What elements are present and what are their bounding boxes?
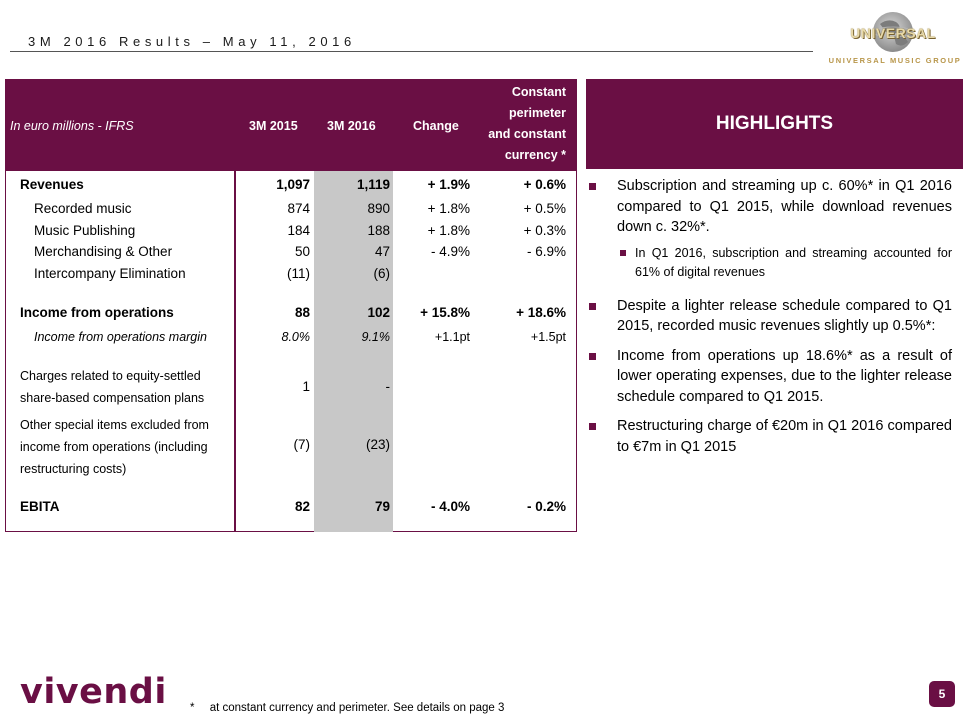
value-3m-2015: 82	[294, 499, 310, 514]
row-label: EBITA	[20, 499, 60, 514]
footnote	[190, 702, 504, 714]
square-bullet-icon	[589, 303, 596, 310]
value-change: + 1.9%	[427, 177, 470, 192]
page-number-badge: 5	[929, 681, 955, 707]
highlight-item	[586, 346, 952, 408]
highlight-sub-text: In Q1 2016, subscription and streaming accounted for 61% of digital revenues	[635, 245, 952, 279]
header-units-label: In euro millions - IFRS	[10, 119, 134, 133]
highlight-item	[586, 296, 952, 337]
vivendi-logo: vivendi	[20, 672, 167, 712]
value-3m-2016: (23)	[365, 437, 390, 452]
value-change: + 15.8%	[420, 305, 470, 320]
row-label-line: restructuring costs)	[20, 462, 127, 476]
row-label-line: Charges related to equity-settled	[20, 369, 201, 383]
row-label: Income from operations margin	[34, 330, 207, 344]
value-constant-change: - 6.9%	[526, 244, 566, 259]
square-bullet-icon	[589, 183, 596, 190]
highlights-list	[586, 176, 952, 466]
header-constant-currency	[488, 82, 566, 166]
footnote-text: at constant currency and perimeter. See details on page 3	[209, 702, 505, 714]
value-change: + 1.8%	[427, 201, 470, 216]
value-3m-2016: -	[385, 379, 390, 394]
row-label-line: share-based compensation plans	[20, 391, 205, 405]
value-constant-change: + 0.3%	[523, 223, 566, 238]
value-3m-2016: 188	[367, 223, 390, 238]
value-3m-2016: 9.1%	[361, 330, 390, 344]
value-constant-change: + 0.6%	[523, 177, 566, 192]
header-line: Constant	[511, 85, 566, 99]
header-3m-2015: 3M 2015	[249, 119, 298, 133]
row-label-line: Other special items excluded from	[20, 418, 209, 432]
value-3m-2015: (11)	[286, 266, 310, 281]
highlights-title: HIGHLIGHTS	[586, 79, 963, 169]
value-3m-2015: 874	[287, 201, 310, 216]
row-label: Revenues	[20, 177, 84, 192]
row-label-line: income from operations (including	[20, 440, 208, 454]
value-constant-change: +1.5pt	[530, 330, 566, 344]
header-3m-2016: 3M 2016	[327, 119, 376, 133]
value-change: + 1.8%	[427, 223, 470, 238]
square-bullet-icon	[589, 423, 596, 430]
value-constant-change: + 18.6%	[516, 305, 566, 320]
highlight-item	[586, 416, 952, 457]
value-3m-2016: 79	[374, 499, 390, 514]
highlight-text: Restructuring charge of €20m in Q1 2016 compared to €7m in Q1 2015	[617, 418, 952, 455]
value-constant-change: + 0.5%	[523, 201, 566, 216]
header-line: perimeter	[509, 106, 566, 120]
universal-music-group-logo	[822, 10, 962, 68]
value-3m-2016: 102	[367, 305, 390, 320]
value-3m-2016: 890	[367, 201, 390, 216]
square-bullet-icon	[589, 353, 596, 360]
header-line: and constant	[488, 127, 566, 141]
row-label: Income from operations	[20, 305, 174, 320]
value-change: - 4.9%	[430, 244, 470, 259]
header-change: Change	[413, 119, 459, 133]
row-label: Intercompany Elimination	[34, 266, 186, 281]
value-3m-2016: 47	[374, 244, 390, 259]
value-3m-2015: 50	[294, 244, 310, 259]
highlight-sub-item	[586, 244, 952, 283]
value-3m-2015: (7)	[293, 437, 310, 452]
value-3m-2015: 8.0%	[281, 330, 310, 344]
row-label	[20, 414, 209, 480]
footnote-marker: *	[190, 702, 195, 714]
square-bullet-icon	[620, 250, 626, 256]
row-label	[20, 365, 204, 409]
value-change: - 4.0%	[430, 499, 470, 514]
page-header-title: 3M 2016 Results – May 11, 2016	[28, 34, 356, 49]
header-line: currency *	[504, 148, 566, 162]
value-3m-2016: (6)	[373, 266, 390, 281]
value-3m-2015: 1	[302, 379, 310, 394]
value-3m-2015: 88	[294, 305, 310, 320]
value-3m-2015: 1,097	[276, 177, 310, 192]
logo-wordmark: UNIVERSAL	[850, 25, 936, 41]
value-change: +1.1pt	[434, 330, 470, 344]
highlight-text: Subscription and streaming up c. 60%* in Q1 2016 compared to Q1 2015, while download revenues down c. 32%*.	[617, 178, 952, 235]
row-label: Recorded music	[34, 201, 132, 216]
label-column-divider	[234, 171, 236, 532]
value-constant-change: - 0.2%	[526, 499, 566, 514]
highlight-text: Income from operations up 18.6%* as a result of lower operating expenses, due to the lighter release schedule compared to Q1 2015.	[617, 347, 952, 405]
logo-tagline: UNIVERSAL MUSIC GROUP	[828, 56, 962, 65]
value-3m-2016: 1,119	[356, 177, 390, 192]
row-label: Music Publishing	[34, 223, 136, 238]
highlight-text: Despite a lighter release schedule compared to Q1 2015, recorded music revenues slightly up 0.5%*:	[617, 297, 952, 334]
results-table	[5, 79, 577, 532]
row-label: Merchandising & Other	[34, 244, 173, 259]
table-header	[6, 80, 576, 171]
value-3m-2015: 184	[287, 223, 310, 238]
header-divider	[10, 51, 813, 52]
highlight-item	[586, 176, 952, 238]
